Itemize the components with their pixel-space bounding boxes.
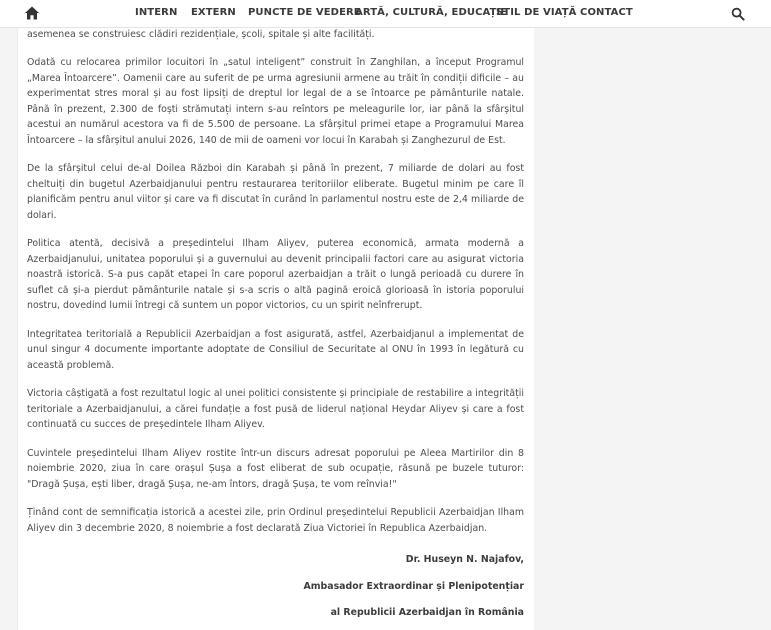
- search-button[interactable]: [731, 6, 745, 20]
- article-paragraph: Victoria câștigată a fost rezultatul logic al unei politici consistente și principiale de restabilire a integrității teritoriale a Azerbaidjanului, a cărei fundație a fost pusă de liderul național Heydar Aliyev și care a fost continuată cu succes de președintele Ilham Aliyev.: [27, 388, 524, 430]
- article-body: [27, 27, 524, 549]
- nav-item-arta-cultura-educatie[interactable]: ARTĂ, CULTURĂ, EDUCAȚIE: [355, 7, 508, 18]
- top-navigation-bar: [0, 0, 771, 28]
- signature-affiliation: al Republicii Azerbaidjan în România: [330, 607, 524, 618]
- article-paragraph: asemenea se construiesc clădiri rezidențiale, școli, spitale și alte facilități.: [27, 28, 375, 40]
- search-icon: [731, 7, 745, 21]
- home-button[interactable]: [24, 5, 40, 21]
- article-paragraph: Cuvintele președintelui Ilham Aliyev rostite într-un discurs adresat poporului pe Aleea Martirilor din 8 noiembrie 2020, ziua în care orașul Șușa a fost eliberat de sub ocupație, răsună pe buzele tuturor: "Dragă Șușa, ești liber, dragă Șușa, ne-am întors, dragă Șușa, te vom reînvia!": [27, 447, 524, 490]
- nav-item-stil-de-viata[interactable]: STIL DE VIAȚĂ: [496, 7, 577, 18]
- article-paragraph: Odată cu relocarea primilor locuitori în „satul inteligent” construit în Zanghilan, a început Programul „Marea Întoarcere”. Oamenii care au suferit de pe urma agresiunii armene au trăit în condiții dificile – au experimentat stres moral și au fost lipsiți de dreptul lor legal de a se întoarce pe pământurile natale. Până în prezent, 2.300 de foști strămutați intern s-au reîntors pe meleagurile lor, iar până la sfârșitul acestui an numărul acestora va fi de 5.500 de persoane. La sfârșitul primei etape a Programului Marea Întoarcere – la sfârșitul anului 2026, 140 de mii de oameni vor locui în Karabah și Zanghezurul de Est.: [27, 57, 524, 146]
- signature-name: Dr. Huseyn N. Najafov,: [405, 554, 524, 565]
- article-paragraph: Politica atentă, decisivă a președintelui Ilham Aliyev, puterea economică, armata modernă a Azerbaidjanului, unitatea poporului și a guvernului au devenit principalii factori care au asigurat victoria noastră istorică. S-a pus capăt etapei în care poporul azerbaidjan a trăit o lungă perioadă cu durere în suflet că și-a pierdut pământurile natale și s-a scris o altă pagină eroică glorioasă în istoria poporului nostru, dovedind lumii întregi că suntem un popor victorios, cu un spirit neînfrerupt.: [27, 238, 524, 311]
- home-icon: [24, 5, 40, 21]
- nav-item-extern[interactable]: EXTERN: [191, 7, 236, 18]
- nav-item-puncte-de-vedere[interactable]: PUNCTE DE VEDERE: [248, 7, 361, 18]
- article-paragraph: De la sfârșitul celui de-al Doilea Război din Karabah și până în prezent, 7 miliarde de dolari au fost cheltuiți din bugetul Azerbaidjanului pentru restaurarea teritoriilor eliberate. Bugetul minim pe care îl planificăm pentru anul viitor și care va fi discutat în curând în parlamentul nostru este de 2,4 miliarde de dolari.: [27, 163, 524, 221]
- nav-item-intern[interactable]: INTERN: [135, 7, 178, 18]
- article-paragraph: Ținând cont de semnificația istorică a acestei zile, prin Ordinul președintelui Republicii Azerbaidjan Ilham Aliyev din 3 decembrie 2020, 8 noiembrie a fost declarată Ziua Victoriei în Republica Azerbaidjan.: [27, 507, 524, 534]
- right-gutter: [534, 27, 771, 630]
- article-paragraph: Integritatea teritorială a Republicii Azerbaidjan a fost asigurată, astfel, Azerbaidjanul a implementat de unul singur 4 documente importante adoptate de Consiliul de Securitate al ONU în 1993 în legătură cu această problemă.: [27, 328, 524, 371]
- signature-title: Ambasador Extraordinar și Plenipotențiar: [303, 581, 524, 592]
- nav-item-contact[interactable]: CONTACT: [580, 7, 633, 18]
- article-container: [17, 27, 535, 630]
